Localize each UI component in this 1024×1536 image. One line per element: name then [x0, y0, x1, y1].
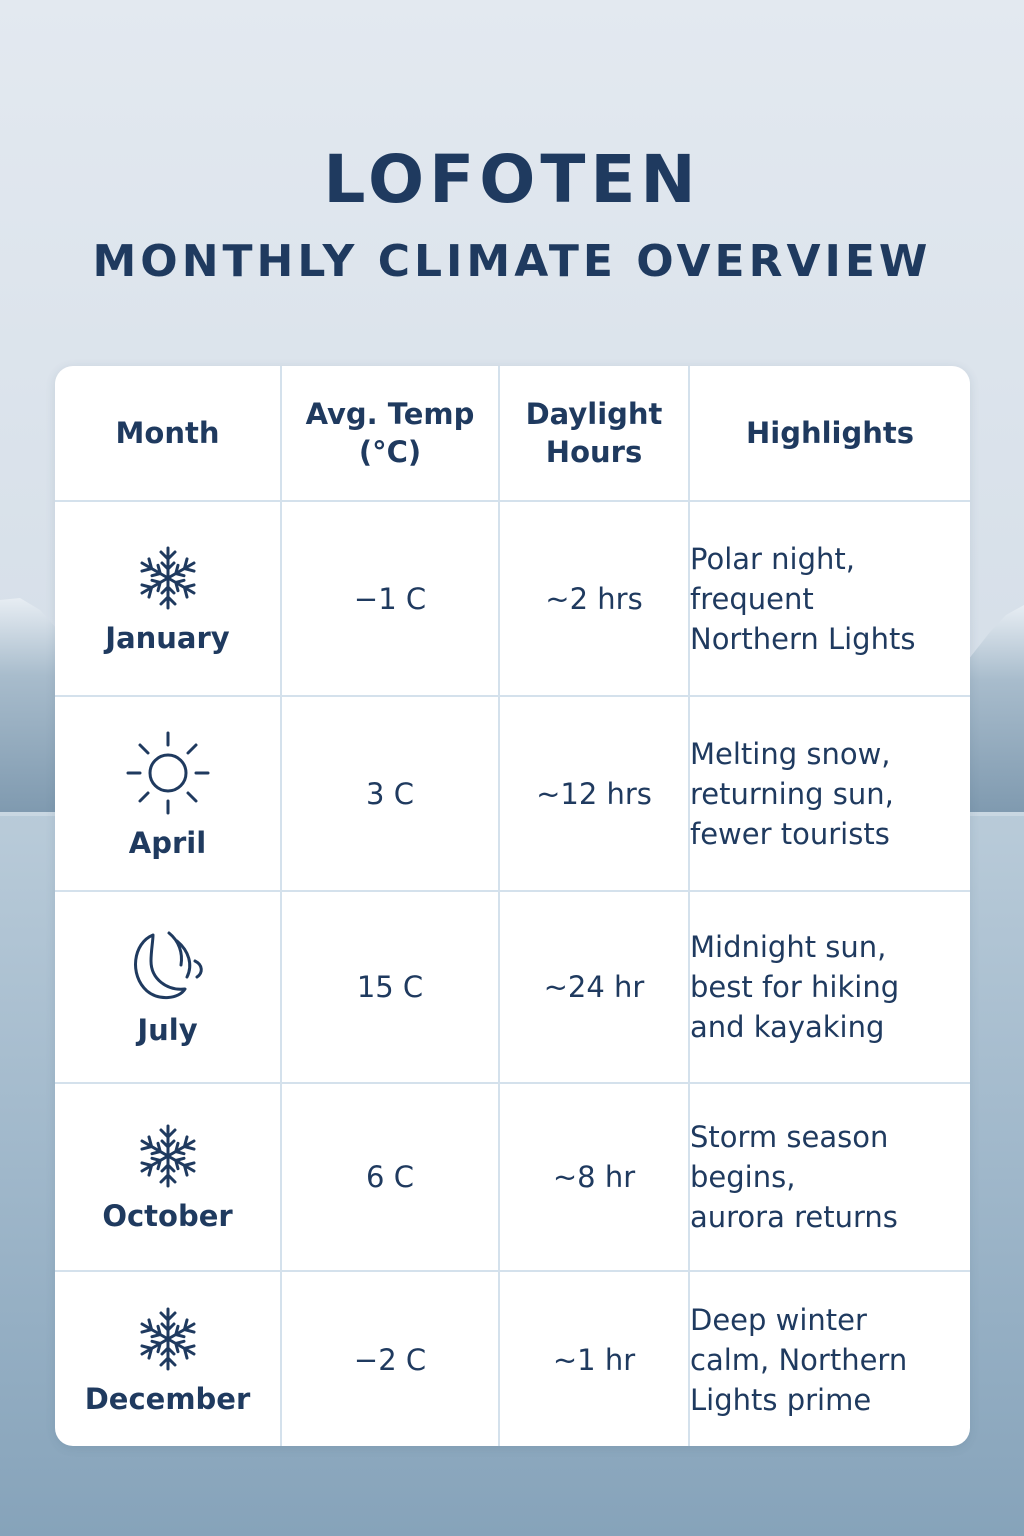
table-row [55, 1271, 970, 1446]
header-highlights: Highlights [689, 366, 970, 501]
avg-temp-value: −1 C [281, 501, 499, 696]
month-cell [55, 1271, 281, 1446]
month-cell [55, 891, 281, 1083]
avg-temp-value: 3 C [281, 696, 499, 891]
snowflake-icon [133, 1304, 203, 1374]
table-row [55, 696, 970, 891]
page-title: LOFOTEN [323, 141, 701, 218]
page-subtitle: MONTHLY CLIMATE OVERVIEW [92, 236, 932, 287]
daylight-value: ~8 hr [499, 1083, 689, 1271]
sun-icon [123, 728, 213, 818]
month-name: October [102, 1199, 233, 1233]
month-name: January [105, 620, 230, 655]
table-row [55, 1083, 970, 1271]
highlights-text: Polar night, frequent Northern Lights [689, 501, 970, 696]
month-cell [55, 1083, 281, 1271]
table-row [55, 891, 970, 1083]
highlights-text: Storm season begins, aurora returns [689, 1083, 970, 1271]
highlights-text: Midnight sun, best for hiking and kayaking [689, 891, 970, 1083]
moon-wind-icon [123, 927, 213, 1005]
month-cell [55, 501, 281, 696]
month-name: July [137, 1013, 198, 1047]
daylight-value: ~2 hrs [499, 501, 689, 696]
snowflake-icon [133, 1121, 203, 1191]
highlights-text: Melting snow, returning sun, fewer tourists [689, 696, 970, 891]
climate-table-card [55, 366, 970, 1446]
table-header-row [55, 366, 970, 501]
highlights-text: Deep winter calm, Northern Lights prime [689, 1271, 970, 1446]
daylight-value: ~24 hr [499, 891, 689, 1083]
month-name: April [128, 825, 207, 860]
daylight-value: ~12 hrs [499, 696, 689, 891]
snowflake-icon [133, 543, 203, 613]
avg-temp-value: 6 C [281, 1083, 499, 1271]
header [0, 140, 1024, 290]
month-name: December [84, 1381, 251, 1416]
header-month: Month [55, 366, 281, 501]
avg-temp-value: 15 C [281, 891, 499, 1083]
table-row [55, 501, 970, 696]
header-daylight-hours: Daylight Hours [499, 366, 689, 501]
daylight-value: ~1 hr [499, 1271, 689, 1446]
climate-table [55, 366, 970, 1446]
avg-temp-value: −2 C [281, 1271, 499, 1446]
header-avg-temp: Avg. Temp (°C) [281, 366, 499, 501]
month-cell [55, 696, 281, 891]
